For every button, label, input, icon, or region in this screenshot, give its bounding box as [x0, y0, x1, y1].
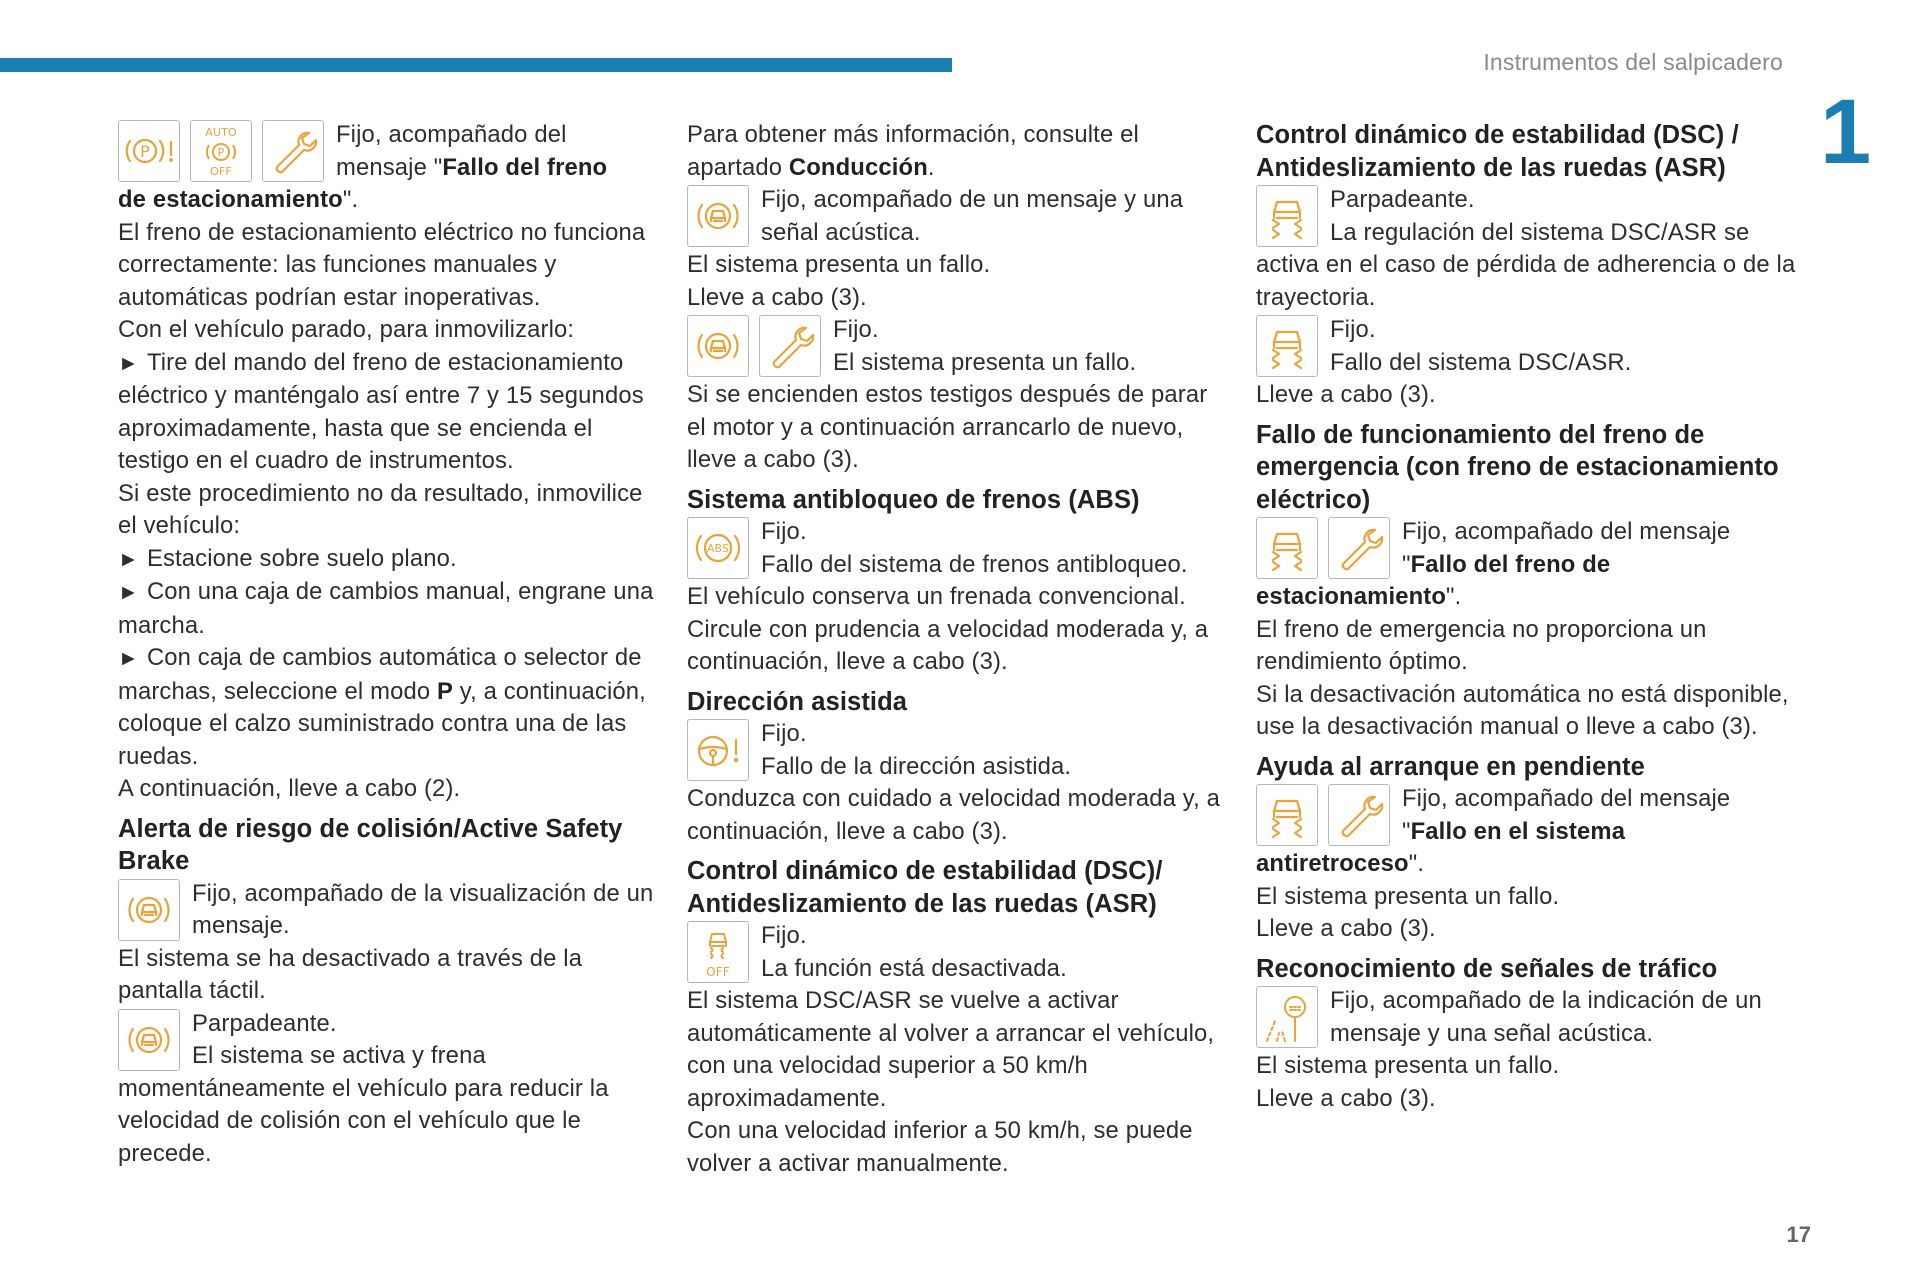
steering-fault-text: Fijo. Fallo de la dirección asistida. [761, 720, 1072, 780]
dsc-off-icon [687, 921, 749, 983]
bullet-item: ► Con caja de cambios automática o selector de marchas, seleccione el modo P y, a continuación, coloque el calzo suministrado contra una de las ruedas. [118, 644, 646, 770]
paragraph: Si se encienden estos testigos después de parar el motor y a continuación arrancarlo de nuevo, lleve a cabo (3). [687, 381, 1208, 473]
active-safety-brake-icon [118, 1009, 180, 1071]
hill-start-message: Fijo, acompañado del mensaje "Fallo en el sistema antiretroceso". [1256, 785, 1731, 877]
abs-fault-text: Fijo. Fallo del sistema de frenos antibloqueo. [761, 518, 1188, 578]
paragraph: El sistema presenta un fallo. [1256, 882, 1560, 910]
auto-parking-off-icon [190, 120, 252, 182]
paragraph: Circule con prudencia a velocidad moderada y, a continuación, lleve a cabo (3). [687, 615, 1209, 675]
paragraph: El vehículo conserva un frenada convencional. [687, 583, 1186, 610]
dsc-flashing-text: Parpadeante. La regulación del sistema DSC/ASR se activa en el caso de pérdida de adherencia o de la trayectoria. [1256, 186, 1796, 311]
paragraph: Para obtener más información, consulte el apartado Conducción. [687, 121, 1139, 181]
heading-traffic-signs: Reconocimiento de señales de tráfico [1256, 954, 1718, 983]
paragraph: Lleve a cabo (3). [1256, 381, 1436, 408]
paragraph: Conduzca con cuidado a velocidad moderada y, a continuación, lleve a cabo (3). [687, 785, 1220, 845]
heading-hill-start: Ayuda al arranque en pendiente [1256, 752, 1645, 781]
paragraph: Lleve a cabo (3). [687, 283, 867, 311]
emergency-brake-message: Fijo, acompañado del mensaje "Fallo del freno de estacionamiento". [1256, 518, 1731, 610]
dsc-off-text: Fijo. La función está desactivada. [761, 922, 1067, 982]
paragraph: El freno de emergencia no proporciona un rendimiento óptimo. [1256, 615, 1707, 675]
asb-fixed-text: Fijo, acompañado de la visualización de un mensaje. [192, 879, 654, 939]
paragraph: Si este procedimiento no da resultado, inmovilice el vehículo: [118, 479, 643, 539]
paragraph: El sistema DSC/ASR se vuelve a activar automáticamente al volver a arrancar el vehículo, con una velocidad superior a 50 km/h aproximadamente. [687, 987, 1215, 1112]
paragraph: El sistema presenta un fallo. [1256, 1052, 1560, 1079]
active-safety-brake-icon [687, 185, 749, 247]
svg-text:P: P [140, 142, 150, 161]
page-number: 17 [1786, 1222, 1811, 1247]
power-steering-icon [687, 719, 749, 781]
paragraph: Con el vehículo parado, para inmovilizarlo: [118, 316, 575, 343]
asb-flashing-text: Parpadeante. El sistema se activa y frena momentáneamente el vehículo para reducir la velocidad de colisión con el vehículo que le precede. [118, 1009, 609, 1167]
dsc-skid-icon [1256, 784, 1318, 846]
paragraph: A continuación, lleve a cabo (2). [118, 775, 461, 802]
wrench-service-icon [1328, 784, 1390, 846]
paragraph: El freno de estacionamiento eléctrico no funciona correctamente: las funciones manuales y automáticas podrían estar inoperativas. [118, 218, 646, 311]
wrench-service-icon [1328, 517, 1390, 579]
parking-brake-message: Fijo, acompañado del mensaje "Fallo del freno de estacionamiento". [118, 121, 608, 213]
abs-warning-icon [687, 517, 749, 579]
dsc-skid-icon [1256, 315, 1318, 377]
wrench-service-icon [759, 315, 821, 377]
dsc-skid-icon [1256, 517, 1318, 579]
bullet-item: ► Estacione sobre suelo plano. [118, 544, 457, 572]
running-title: Instrumentos del salpicadero [1483, 49, 1783, 75]
heading-power-steering: Dirección asistida [687, 687, 908, 716]
bullet-item: ► Tire del mando del freno de estacionamiento eléctrico y manténgalo así entre 7 y 15 segundos aproximadamente, hasta que se encienda el testigo en el cuadro de instrumentos. [118, 348, 644, 474]
paragraph: Si la desactivación automática no está disponible, use la desactivación manual o lleve a cabo (3). [1256, 680, 1789, 740]
dsc-off-label: OFF [706, 965, 730, 979]
bullet-item: ► Con una caja de cambios manual, engrane una marcha. [118, 578, 654, 639]
active-safety-brake-icon [687, 315, 749, 377]
dsc-skid-icon [1256, 185, 1318, 247]
chapter-number: 1 [1820, 81, 1872, 183]
auto-label: AUTO [205, 126, 237, 139]
column-2 [687, 119, 1223, 1180]
paragraph: El sistema presenta un fallo. [687, 251, 991, 278]
dsc-fault-text: Fijo. Fallo del sistema DSC/ASR. [1330, 316, 1632, 376]
column-3 [1256, 119, 1796, 1115]
parking-brake-icons [118, 120, 324, 182]
wrench-service-icon [262, 120, 324, 182]
paragraph: El sistema se ha desactivado a través de la pantalla táctil. [118, 944, 583, 1004]
heading-collision-alert: Alerta de riesgo de colisión/Active Safety Brake [118, 814, 623, 875]
heading-dsc-off: Control dinámico de estabilidad (DSC)/ Antideslizamiento de las ruedas (ASR) [687, 857, 1163, 918]
svg-text:P: P [217, 146, 225, 159]
heading-emergency-brake: Fallo de funcionamiento del freno de emergencia (con freno de estacionamiento eléctrico) [1256, 420, 1779, 514]
abs-label: ABS [706, 542, 730, 555]
asb-alert-text: Fijo, acompañado de un mensaje y una señal acústica. [761, 186, 1184, 246]
paragraph: Lleve a cabo (3). [1256, 915, 1436, 942]
column-1 [118, 119, 658, 1170]
active-safety-brake-icon [118, 879, 180, 941]
parking-brake-fault-icon [118, 120, 180, 182]
asb-fault-text: Fijo. El sistema presenta un fallo. [833, 316, 1137, 376]
paragraph: Con una velocidad inferior a 50 km/h, se puede volver a activar manualmente. [687, 1117, 1193, 1177]
paragraph: Lleve a cabo (3). [1256, 1084, 1436, 1112]
traffic-sign-recognition-icon [1256, 986, 1318, 1048]
tsr-text: Fijo, acompañado de la indicación de un mensaje y una señal acústica. [1330, 987, 1762, 1047]
header-accent-bar [0, 58, 952, 72]
heading-dsc: Control dinámico de estabilidad (DSC) / Antideslizamiento de las ruedas (ASR) [1256, 121, 1739, 182]
off-label: OFF [210, 165, 232, 178]
heading-abs: Sistema antibloqueo de frenos (ABS) [687, 485, 1140, 514]
